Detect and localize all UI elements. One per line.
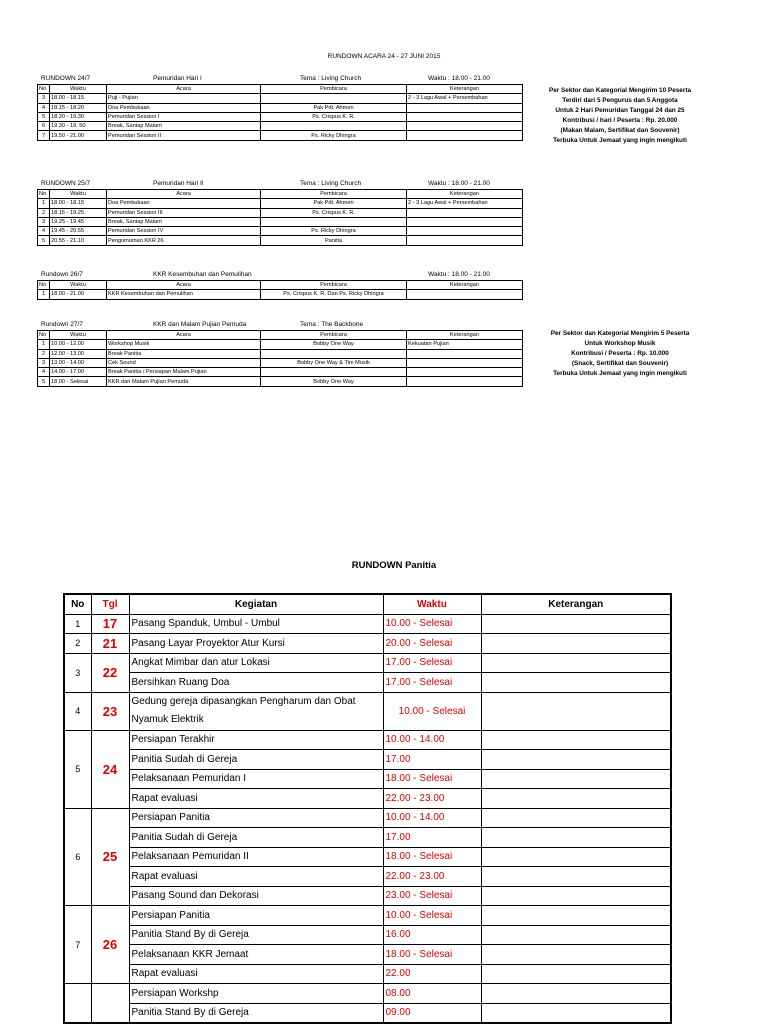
- table-row: [64, 906, 671, 926]
- rundown-subtitle: Pemuridan Hari II: [153, 180, 204, 187]
- table-cell: Pak Pdt. Ahmen: [261, 199, 407, 208]
- rundown-subtitle: Pemuridan Hari I: [153, 75, 202, 82]
- table-cell: 3: [38, 358, 50, 367]
- note-line: Terbuka Untuk Jemaat yang ingin mengikuti: [553, 370, 687, 377]
- panitia-kegiatan: Panitia Stand By di Gereja: [129, 1003, 383, 1023]
- table-cell: 2: [38, 208, 50, 217]
- panitia-header-cell: Tgl: [91, 594, 129, 614]
- table-row: [64, 789, 671, 809]
- table-cell: 6: [38, 122, 50, 131]
- note-line: Kontribusi / Peserta : Rp. 10.000: [571, 350, 669, 357]
- table-cell: Bobby One Way: [261, 377, 407, 386]
- table-row: [38, 377, 523, 386]
- panitia-waktu: 09.00: [383, 1003, 481, 1023]
- rundown-header-cell: Pembicara: [261, 190, 407, 199]
- table-row: [38, 103, 523, 112]
- rundown-header-cell: Acara: [107, 281, 261, 290]
- panitia-tgl: 22: [91, 653, 129, 692]
- panitia-waktu: 22.00 - 23.00: [383, 867, 481, 887]
- table-cell: 18.00 - 21.00: [50, 290, 107, 299]
- rundown-header-cell: Acara: [107, 85, 261, 94]
- panitia-waktu: 18.00 - Selesai: [383, 847, 481, 867]
- panitia-no: 4: [64, 692, 91, 730]
- panitia-waktu: 18.00 - Selesai: [383, 945, 481, 965]
- panitia-waktu: 22.00 - 23.00: [383, 789, 481, 809]
- rundown-subtitle: KKR Kesembuhan dan Pemulihan: [153, 271, 252, 278]
- table-cell: Doa Pembukaan: [107, 103, 261, 112]
- table-cell: 5: [38, 112, 50, 121]
- table-cell: 3: [38, 217, 50, 226]
- table-cell: Ps. Crispus K. R. Dan Ps. Ricky Dhingra: [261, 290, 407, 299]
- table-row: [38, 131, 523, 140]
- rundown-header-cell: Waktu: [50, 331, 107, 340]
- table-cell: 19.25 - 19.45: [50, 217, 107, 226]
- panitia-no: 6: [64, 808, 91, 906]
- panitia-keterangan: [481, 769, 671, 789]
- table-row: [64, 984, 671, 1004]
- panitia-kegiatan: Bersihkan Ruang Doa: [129, 673, 383, 693]
- table-row: [38, 112, 523, 121]
- table-cell: Pemuridan Session III: [107, 208, 261, 217]
- table-cell: 18.15 - 18.20: [50, 103, 107, 112]
- panitia-waktu: 17.00 - Selesai: [383, 653, 481, 673]
- table-row: [64, 673, 671, 693]
- panitia-keterangan: [481, 867, 671, 887]
- table-row: [38, 208, 523, 217]
- table-row: [64, 692, 671, 730]
- panitia-kegiatan: Angkat Mimbar dan atur Lokasi: [129, 653, 383, 673]
- panitia-kegiatan: Persiapan Workshp: [129, 984, 383, 1004]
- panitia-keterangan: [481, 730, 671, 750]
- table-cell: Ps. Crispus K. R.: [261, 208, 407, 217]
- table-cell: Workshop Musik: [107, 340, 261, 349]
- note-line: Untuk 2 Hari Pemuridan Tanggal 24 dan 25: [555, 107, 685, 114]
- panitia-kegiatan: Pasang Sound dan Dekorasi: [129, 886, 383, 906]
- panitia-header-cell: No: [64, 594, 91, 614]
- note-line: Untuk Workshop Musik: [584, 340, 656, 347]
- panitia-keterangan: [481, 750, 671, 770]
- table-row: [38, 358, 523, 367]
- table-cell: [407, 236, 523, 245]
- panitia-waktu: 20.00 - Selesai: [383, 634, 481, 654]
- panitia-waktu: 10.00 - Selesai: [383, 692, 481, 730]
- table-row: [38, 290, 523, 299]
- panitia-keterangan: [481, 847, 671, 867]
- table-cell: 2 - 3 Lagu Awal + Persembahan: [407, 94, 523, 103]
- panitia-no: 3: [64, 653, 91, 692]
- table-cell: [407, 358, 523, 367]
- rundown-tema: Tema : Living Church: [300, 75, 362, 82]
- table-cell: 4: [38, 103, 50, 112]
- table-cell: 5: [38, 236, 50, 245]
- table-cell: Cek Sound: [107, 358, 261, 367]
- table-cell: 4: [38, 227, 50, 236]
- table-cell: 1: [38, 290, 50, 299]
- panitia-kegiatan: Persiapan Panitia: [129, 906, 383, 926]
- rundown-table: [37, 330, 523, 387]
- table-cell: 5: [38, 377, 50, 386]
- table-cell: 19.30 - 19. 50: [50, 122, 107, 131]
- table-row: [38, 340, 523, 349]
- table-cell: KKR Kesembuhan dan Pemulihan: [107, 290, 261, 299]
- panitia-keterangan: [481, 692, 671, 730]
- panitia-waktu: 22.00: [383, 964, 481, 984]
- table-cell: [407, 122, 523, 131]
- table-cell: [407, 131, 523, 140]
- rundown-header-cell: No: [38, 190, 50, 199]
- table-cell: [261, 94, 407, 103]
- table-cell: Ps. Ricky Dhingra: [261, 131, 407, 140]
- table-cell: 18.00 - 18.15: [50, 94, 107, 103]
- panitia-kegiatan: Persiapan Terakhir: [129, 730, 383, 750]
- table-cell: [407, 103, 523, 112]
- panitia-tgl: 17: [91, 614, 129, 634]
- rundown-header-cell: Acara: [107, 190, 261, 199]
- table-cell: [407, 377, 523, 386]
- table-row: [38, 227, 523, 236]
- table-cell: [261, 349, 407, 358]
- panitia-kegiatan: Rapat evaluasi: [129, 867, 383, 887]
- table-cell: [407, 208, 523, 217]
- panitia-keterangan: [481, 828, 671, 848]
- note-pemuridan: [520, 86, 720, 146]
- table-cell: [407, 368, 523, 377]
- panitia-waktu: 10.00 - Selesai: [383, 614, 481, 634]
- table-row: [64, 964, 671, 984]
- note-line: (Snack, Sertifikat dan Souvenir): [571, 360, 669, 367]
- table-cell: Bobby One Way & Tim Musik: [261, 358, 407, 367]
- panitia-title: RUNDOWN Panitia: [351, 560, 437, 571]
- panitia-keterangan: [481, 886, 671, 906]
- panitia-keterangan: [481, 653, 671, 673]
- panitia-no: 7: [64, 906, 91, 984]
- rundown-subtitle: KKR dan Malam Pujian Pemuda: [153, 321, 247, 328]
- table-cell: 1: [38, 199, 50, 208]
- table-row: [64, 614, 671, 634]
- table-cell: Break, Santap Malam: [107, 122, 261, 131]
- panitia-keterangan: [481, 1003, 671, 1023]
- panitia-kegiatan: Panitia Stand By di Gereja: [129, 925, 383, 945]
- table-cell: 1: [38, 340, 50, 349]
- panitia-kegiatan: Pelaksanaan Pemuridan II: [129, 847, 383, 867]
- rundown-header-cell: Waktu: [50, 190, 107, 199]
- table-row: [38, 236, 523, 245]
- table-cell: [261, 368, 407, 377]
- table-cell: KKR dan Malam Pujian Pemuda: [107, 377, 261, 386]
- panitia-no: 1: [64, 614, 91, 634]
- note-line: Terbuka Untuk Jemaat yang ingin mengikuti: [553, 137, 687, 144]
- panitia-kegiatan: Pasang Spanduk, Umbul - Umbul: [129, 614, 383, 634]
- note-workshop: [520, 329, 720, 379]
- panitia-waktu: 10.00 - 14.00: [383, 808, 481, 828]
- note-line: Terdiri dari 5 Pengurus dan 5 Anggota: [562, 97, 678, 104]
- table-cell: Bobby One Way: [261, 340, 407, 349]
- rundown-tema: Tema : Living Church: [300, 180, 362, 187]
- panitia-keterangan: [481, 789, 671, 809]
- panitia-tgl: [91, 984, 129, 1024]
- panitia-waktu: 17.00: [383, 750, 481, 770]
- note-line: Per Sektor dan Kategorial Mengirim 5 Peserta: [550, 330, 690, 337]
- rundown-header-cell: Pembicara: [261, 281, 407, 290]
- rundown-header-cell: Waktu: [50, 85, 107, 94]
- table-cell: 12.00 - 13.00: [50, 349, 107, 358]
- panitia-waktu: 16.00: [383, 925, 481, 945]
- table-cell: Doa Pembukaan: [107, 199, 261, 208]
- panitia-tgl: 23: [91, 692, 129, 730]
- panitia-keterangan: [481, 634, 671, 654]
- table-cell: 18.00 - 18.15: [50, 199, 107, 208]
- panitia-keterangan: [481, 964, 671, 984]
- rundown-header-cell: Acara: [107, 331, 261, 340]
- document-title: RUNDOWN ACARA 24 - 27 JUNI 2015: [327, 53, 441, 60]
- table-row: [38, 217, 523, 226]
- table-cell: [407, 349, 523, 358]
- panitia-kegiatan: Pasang Layar Proyektor Atur Kursi: [129, 634, 383, 654]
- panitia-tgl: 21: [91, 634, 129, 654]
- panitia-kegiatan: Pelaksanaan Pemuridan I: [129, 769, 383, 789]
- table-row: [38, 122, 523, 131]
- table-cell: 10.00 - 12.00: [50, 340, 107, 349]
- table-cell: Pengumuman KKR 26: [107, 236, 261, 245]
- rundown-header-cell: Keterangan: [407, 85, 523, 94]
- rundown-header-cell: No: [38, 85, 50, 94]
- table-row: [64, 828, 671, 848]
- panitia-table: [63, 593, 672, 1024]
- panitia-no: 5: [64, 730, 91, 808]
- rundown-waktu: Waktu : 18.00 - 21.00: [428, 75, 490, 82]
- table-row: [64, 730, 671, 750]
- rundown-header-cell: Pembicara: [261, 331, 407, 340]
- table-row: [64, 808, 671, 828]
- table-cell: 14.00 - 17.00: [50, 368, 107, 377]
- table-row: [38, 94, 523, 103]
- table-cell: 3: [38, 94, 50, 103]
- panitia-waktu: 17.00: [383, 828, 481, 848]
- table-cell: 18.15 - 19.25: [50, 208, 107, 217]
- table-cell: [261, 217, 407, 226]
- table-row: [38, 349, 523, 358]
- panitia-kegiatan: Panitia Sudah di Gereja: [129, 750, 383, 770]
- note-line: (Makan Malam, Sertifikat dan Souvenir): [560, 127, 680, 134]
- table-cell: 18.20 - 19.30: [50, 112, 107, 121]
- table-cell: Puji - Pujian: [107, 94, 261, 103]
- table-cell: Pemuridan Session II: [107, 131, 261, 140]
- rundown-label: RUNDOWN 24/7: [41, 75, 91, 82]
- panitia-waktu: 10.00 - Selesai: [383, 906, 481, 926]
- panitia-tgl: 24: [91, 730, 129, 808]
- table-cell: 18.00 - Selesai: [50, 377, 107, 386]
- table-cell: Kekuatan Pujian: [407, 340, 523, 349]
- table-row: [64, 925, 671, 945]
- table-cell: 19.50 - 21.00: [50, 131, 107, 140]
- panitia-waktu: 10.00 - 14.00: [383, 730, 481, 750]
- panitia-keterangan: [481, 906, 671, 926]
- table-cell: Pemuridan Session IV: [107, 227, 261, 236]
- panitia-header-cell: Keterangan: [481, 594, 671, 614]
- table-cell: Pak Pdt. Ahmen: [261, 103, 407, 112]
- panitia-waktu: 17.00 - Selesai: [383, 673, 481, 693]
- panitia-kegiatan: Pelaksanaan KKR Jemaat: [129, 945, 383, 965]
- table-cell: Pemuridan Session I: [107, 112, 261, 121]
- rundown-table: [37, 189, 523, 246]
- rundown-table: [37, 280, 523, 300]
- rundown-tema: Tema : The Backbone: [300, 321, 364, 328]
- table-cell: 19.45 - 20.55: [50, 227, 107, 236]
- table-cell: 20.55 - 21.10: [50, 236, 107, 245]
- rundown-header-cell: Keterangan: [407, 281, 523, 290]
- rundown-header-cell: No: [38, 331, 50, 340]
- table-row: [64, 886, 671, 906]
- table-row: [38, 199, 523, 208]
- table-row: [64, 1003, 671, 1023]
- panitia-keterangan: [481, 925, 671, 945]
- panitia-keterangan: [481, 673, 671, 693]
- table-row: [64, 653, 671, 673]
- table-row: [64, 750, 671, 770]
- panitia-keterangan: [481, 984, 671, 1004]
- table-cell: [407, 217, 523, 226]
- table-row: [64, 945, 671, 965]
- rundown-label: RUNDOWN 25/7: [41, 180, 91, 187]
- rundown-header-cell: Keterangan: [407, 190, 523, 199]
- panitia-keterangan: [481, 808, 671, 828]
- panitia-waktu: 08.00: [383, 984, 481, 1004]
- table-row: [38, 368, 523, 377]
- rundown-table: [37, 84, 523, 141]
- table-row: [64, 769, 671, 789]
- table-cell: Panitia: [261, 236, 407, 245]
- panitia-keterangan: [481, 945, 671, 965]
- panitia-kegiatan: Gedung gereja dipasangkan Pengharum dan Obat Nyamuk Elektrik: [129, 692, 383, 730]
- table-row: [64, 847, 671, 867]
- table-cell: Ps. Ricky Dhingra: [261, 227, 407, 236]
- table-cell: 2: [38, 349, 50, 358]
- rundown-header-cell: Keterangan: [407, 331, 523, 340]
- panitia-keterangan: [481, 614, 671, 634]
- panitia-waktu: 23.00 - Selesai: [383, 886, 481, 906]
- table-cell: 7: [38, 131, 50, 140]
- rundown-header-cell: No: [38, 281, 50, 290]
- panitia-no: [64, 984, 91, 1024]
- note-line: Kontribusi / hari / Peserta : Rp. 20.000: [562, 117, 678, 124]
- table-cell: [407, 290, 523, 299]
- panitia-tgl: 26: [91, 906, 129, 984]
- rundown-header-cell: Waktu: [50, 281, 107, 290]
- table-cell: [407, 112, 523, 121]
- table-cell: Ps. Crispus K. R.: [261, 112, 407, 121]
- panitia-kegiatan: Rapat evaluasi: [129, 964, 383, 984]
- table-cell: 2 - 3 Lagu Awal + Persembahan: [407, 199, 523, 208]
- panitia-waktu: 18.00 - Selesai: [383, 769, 481, 789]
- panitia-tgl: 25: [91, 808, 129, 906]
- table-cell: Break Panitia: [107, 349, 261, 358]
- panitia-kegiatan: Rapat evaluasi: [129, 789, 383, 809]
- panitia-kegiatan: Persiapan Panitia: [129, 808, 383, 828]
- table-cell: Break Panitia / Persiapan Malam Pujian: [107, 368, 261, 377]
- rundown-label: Rundown 26/7: [41, 271, 83, 278]
- table-row: [64, 867, 671, 887]
- rundown-label: Rundown 27/7: [41, 321, 83, 328]
- table-cell: 13.00 - 14.00: [50, 358, 107, 367]
- table-cell: [407, 227, 523, 236]
- table-cell: Break, Santap Malam: [107, 217, 261, 226]
- note-line: Per Sektor dan Kategorial Mengirim 10 Peserta: [548, 87, 692, 94]
- table-row: [64, 634, 671, 654]
- table-cell: [261, 122, 407, 131]
- panitia-kegiatan: Panitia Sudah di Gereja: [129, 828, 383, 848]
- rundown-header-cell: Pembicara: [261, 85, 407, 94]
- panitia-header-cell: Waktu: [383, 594, 481, 614]
- panitia-header-cell: Kegiatan: [129, 594, 383, 614]
- table-cell: 4: [38, 368, 50, 377]
- panitia-no: 2: [64, 634, 91, 654]
- rundown-waktu: Waktu : 18.00 - 21.00: [428, 180, 490, 187]
- rundown-waktu: Waktu : 18.00 - 21.00: [428, 271, 490, 278]
